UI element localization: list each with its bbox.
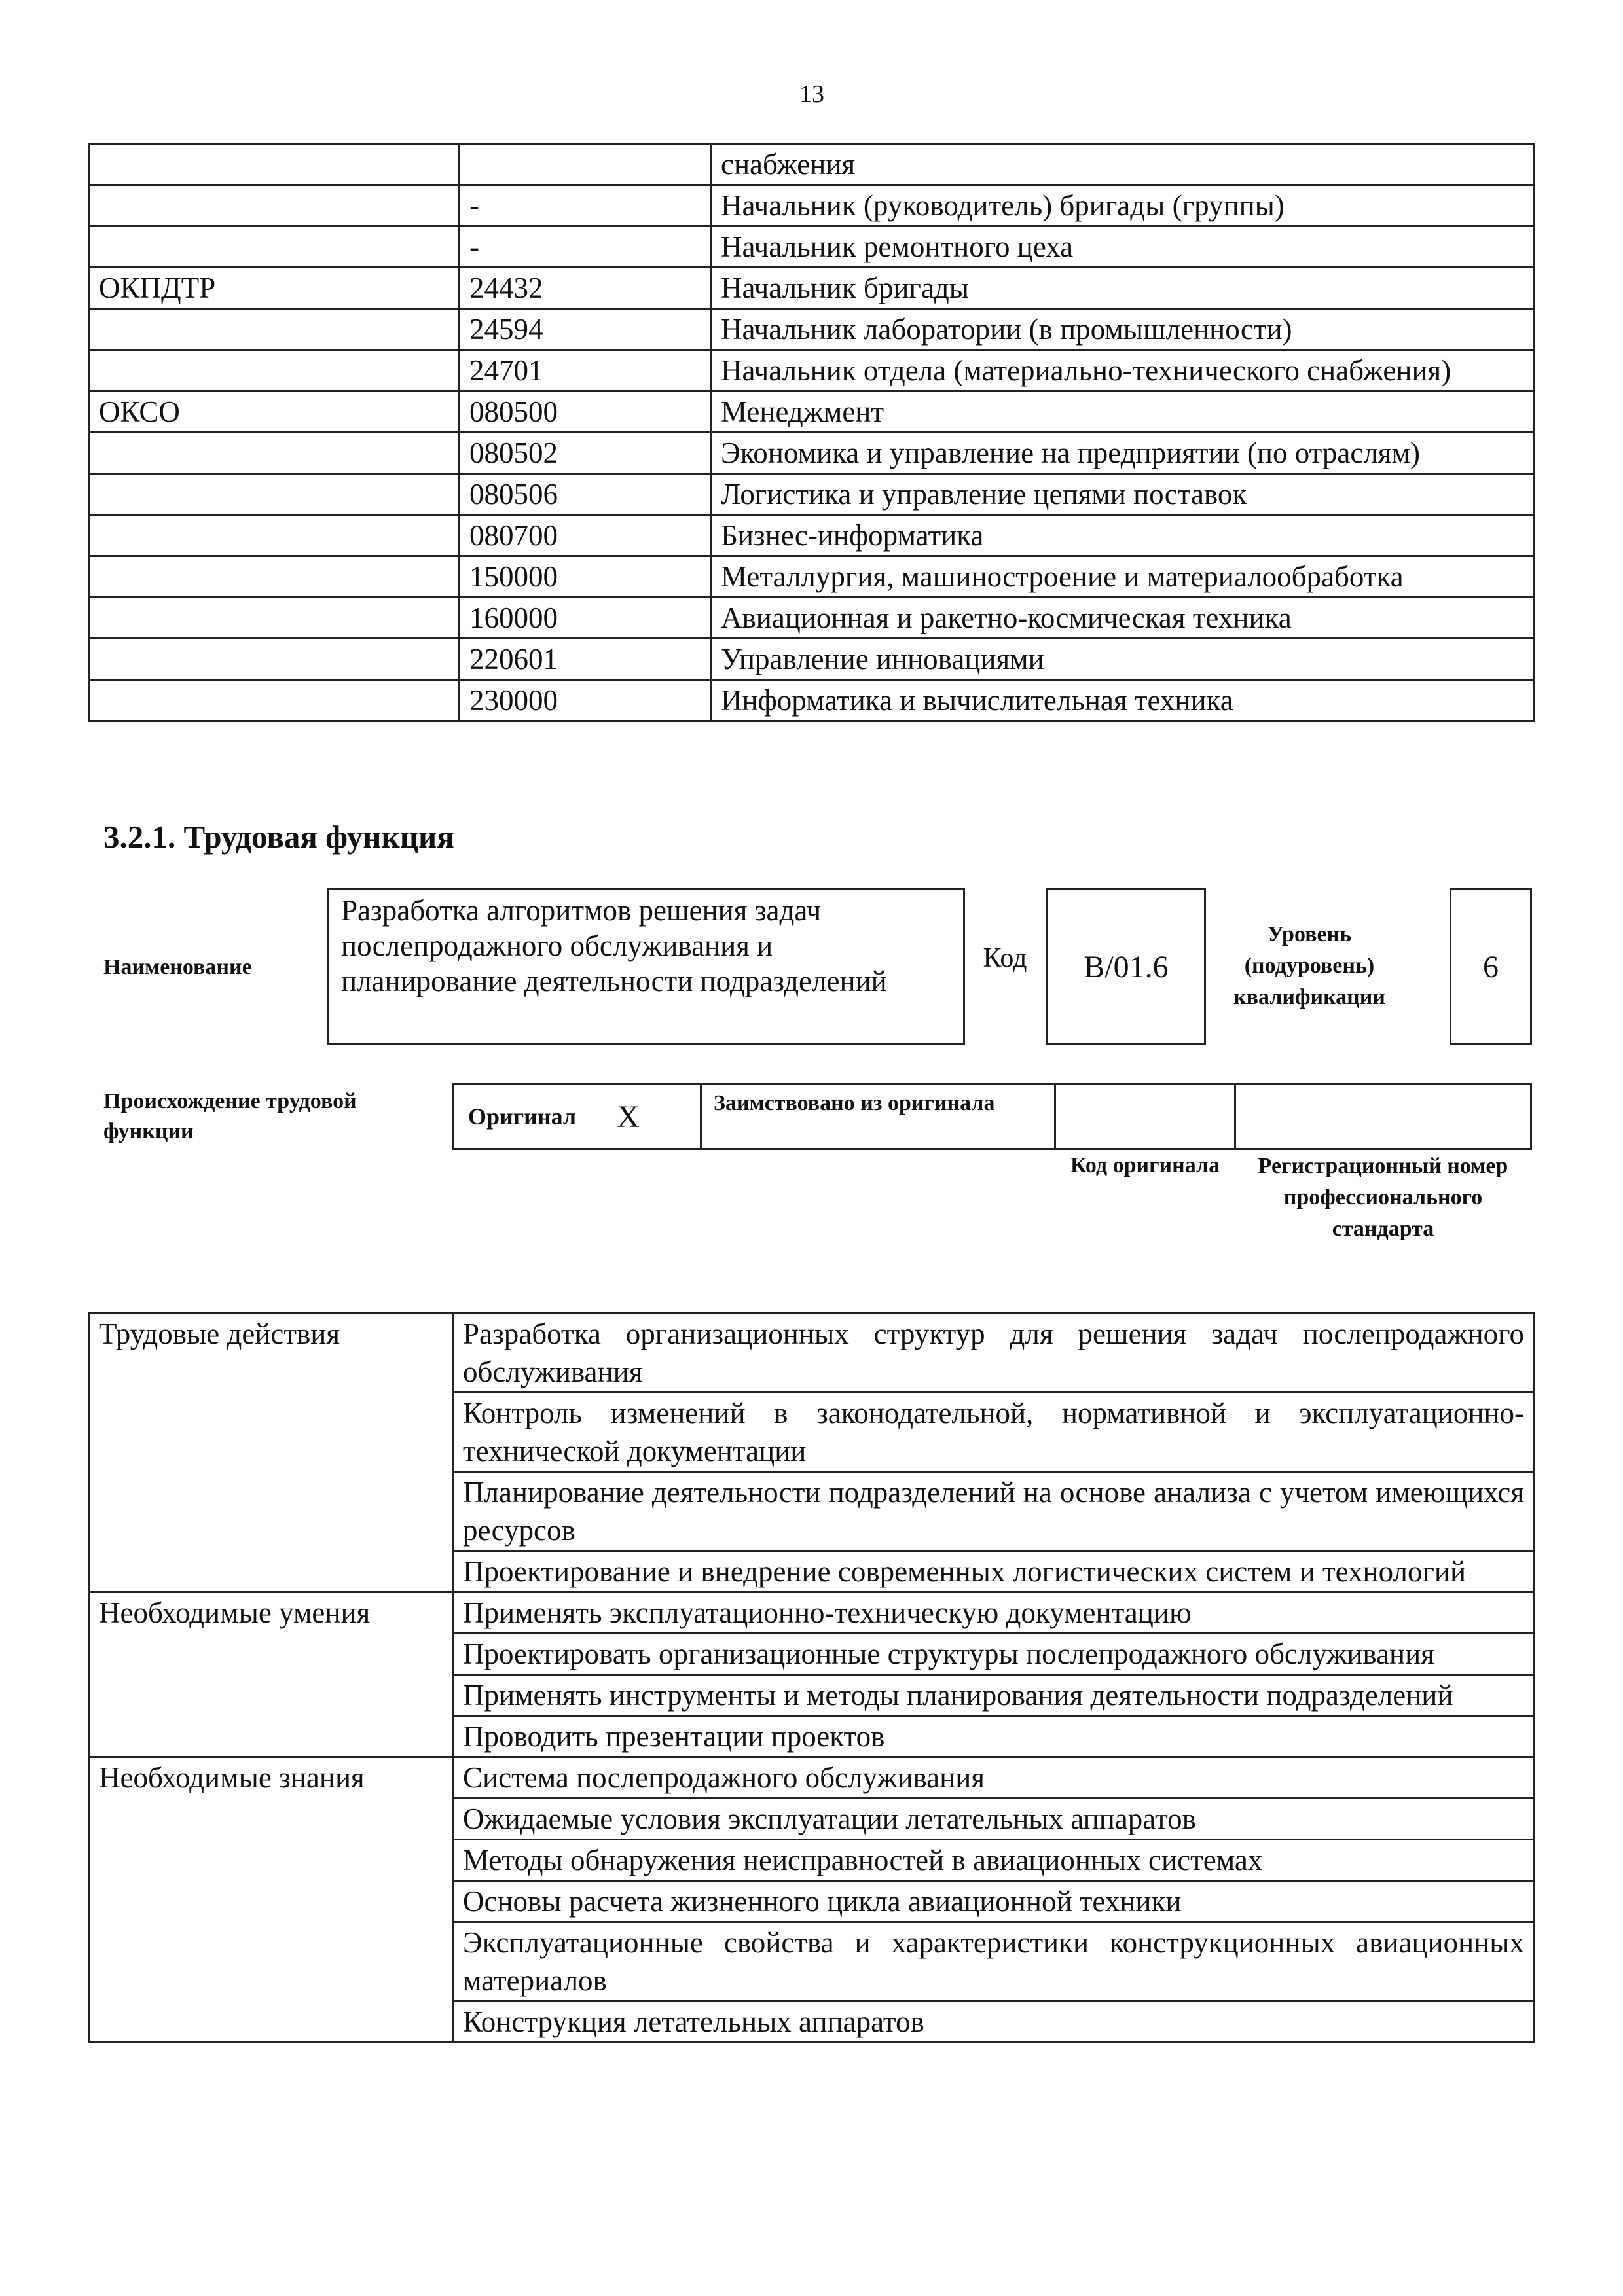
group-title-cell: Трудовые действия <box>89 1314 453 1592</box>
name-cell: снабжения <box>711 144 1535 185</box>
group-title-cell: Необходимые знания <box>89 1757 453 2043</box>
level-label <box>1211 919 1408 1013</box>
origin-label: Происхождение трудовой функции <box>103 1089 357 1143</box>
name-cell: Авиационная и ракетно-космическая техника <box>711 598 1535 639</box>
code-cell: 24432 <box>460 268 711 309</box>
code-label: Код <box>983 943 1027 973</box>
code-cell: - <box>460 226 711 268</box>
reg-number-caption: Регистрационный номер профессионального стандарта <box>1258 1154 1508 1241</box>
code-cell: 24701 <box>460 350 711 391</box>
table-row <box>89 1592 1535 1634</box>
item-cell: Конструкция летательных аппаратов <box>453 2001 1535 2043</box>
name-cell: Информатика и вычислительная техника <box>711 680 1535 721</box>
item-cell: Методы обнаружения неисправностей в авиационных системах <box>453 1840 1535 1881</box>
table-row <box>89 639 1535 680</box>
code-cell: 220601 <box>460 639 711 680</box>
group-cell <box>89 309 460 350</box>
group-cell <box>89 639 460 680</box>
code-original-cell <box>1054 1083 1236 1150</box>
group-cell <box>89 680 460 721</box>
group-cell <box>89 226 460 268</box>
group-cell <box>89 474 460 515</box>
level-label-line: квалификации <box>1233 985 1385 1009</box>
group-cell <box>89 433 460 474</box>
borrowed-label: Заимствовано из оригинала <box>714 1091 995 1115</box>
name-cell: Начальник отдела (материально-технического снабжения) <box>711 350 1535 391</box>
code-cell: 24594 <box>460 309 711 350</box>
code-cell: 080500 <box>460 391 711 433</box>
item-cell: Система послепродажного обслуживания <box>453 1757 1535 1799</box>
code-cell: 150000 <box>460 556 711 598</box>
table-row <box>89 350 1535 391</box>
group-cell <box>89 556 460 598</box>
group-cell: ОКСО <box>89 391 460 433</box>
code-box <box>1046 888 1206 1045</box>
table-row <box>89 1757 1535 1799</box>
item-cell: Проектирование и внедрение современных логистических систем и технологий <box>453 1551 1535 1592</box>
table-row <box>89 309 1535 350</box>
name-cell: Начальник лаборатории (в промышленности) <box>711 309 1535 350</box>
name-cell: Экономика и управление на предприятии (по отраслям) <box>711 433 1535 474</box>
table-row <box>89 1314 1535 1393</box>
code-cell: 160000 <box>460 598 711 639</box>
table-row <box>89 556 1535 598</box>
item-cell: Проектировать организационные структуры послепродажного обслуживания <box>453 1634 1535 1675</box>
borrowed-cell <box>700 1083 1056 1150</box>
name-cell: Начальник ремонтного цеха <box>711 226 1535 268</box>
level-label-line: (подуровень) <box>1244 954 1375 978</box>
group-cell <box>89 144 460 185</box>
level-value: 6 <box>1483 949 1499 984</box>
item-cell: Применять эксплуатационно-техническую документацию <box>453 1592 1535 1634</box>
classification-table <box>88 143 1535 722</box>
item-cell: Разработка организационных структур для решения задач послепродажного обслуживания <box>453 1314 1535 1393</box>
group-cell <box>89 185 460 226</box>
item-cell: Эксплуатационные свойства и характеристики конструкционных авиационных материалов <box>453 1922 1535 2001</box>
name-cell: Металлургия, машиностроение и материалообработка <box>711 556 1535 598</box>
table-row <box>89 268 1535 309</box>
item-cell: Планирование деятельности подразделений на основе анализа с учетом имеющихся ресурсов <box>453 1472 1535 1551</box>
item-cell: Применять инструменты и методы планирования деятельности подразделений <box>453 1675 1535 1716</box>
table-row <box>89 185 1535 226</box>
item-cell: Контроль изменений в законодательной, нормативной и эксплуатационно-технической документации <box>453 1393 1535 1472</box>
code-cell <box>460 144 711 185</box>
name-cell: Логистика и управление цепями поставок <box>711 474 1535 515</box>
group-cell: ОКПДТР <box>89 268 460 309</box>
item-cell: Ожидаемые условия эксплуатации летательных аппаратов <box>453 1799 1535 1840</box>
level-label-line: Уровень <box>1267 922 1352 946</box>
code-cell: 080506 <box>460 474 711 515</box>
code-original-caption: Код оригинала <box>1070 1153 1220 1177</box>
table-row <box>89 433 1535 474</box>
actions-table <box>88 1312 1535 2043</box>
level-box <box>1450 888 1532 1045</box>
table-row <box>89 598 1535 639</box>
item-cell: Проводить презентации проектов <box>453 1716 1535 1757</box>
original-mark: X <box>617 1099 640 1134</box>
table-row <box>89 226 1535 268</box>
table-row <box>89 515 1535 556</box>
group-cell <box>89 350 460 391</box>
code-cell: 080700 <box>460 515 711 556</box>
section-heading: 3.2.1. Трудовая функция <box>103 819 454 855</box>
group-cell <box>89 515 460 556</box>
name-label: Наименование <box>103 955 252 979</box>
code-cell: - <box>460 185 711 226</box>
code-cell: 080502 <box>460 433 711 474</box>
reg-number-cell <box>1234 1083 1532 1150</box>
table-row <box>89 680 1535 721</box>
original-label: Оригинал <box>468 1103 577 1130</box>
name-cell: Управление инновациями <box>711 639 1535 680</box>
name-cell: Начальник (руководитель) бригады (группы) <box>711 185 1535 226</box>
group-title-cell: Необходимые умения <box>89 1592 453 1757</box>
table-row <box>89 391 1535 433</box>
original-cell <box>452 1083 702 1150</box>
function-name-text: Разработка алгоритмов решения задач послепродажного обслуживания и планирование деятельности подразделений <box>341 894 887 997</box>
page-number: 13 <box>799 81 824 108</box>
function-name-box <box>327 888 965 1045</box>
code-cell: 230000 <box>460 680 711 721</box>
code-value: B/01.6 <box>1084 949 1169 984</box>
group-cell <box>89 598 460 639</box>
name-cell: Бизнес-информатика <box>711 515 1535 556</box>
table-row <box>89 144 1535 185</box>
item-cell: Основы расчета жизненного цикла авиационной техники <box>453 1881 1535 1922</box>
name-cell: Начальник бригады <box>711 268 1535 309</box>
table-row <box>89 474 1535 515</box>
name-cell: Менеджмент <box>711 391 1535 433</box>
